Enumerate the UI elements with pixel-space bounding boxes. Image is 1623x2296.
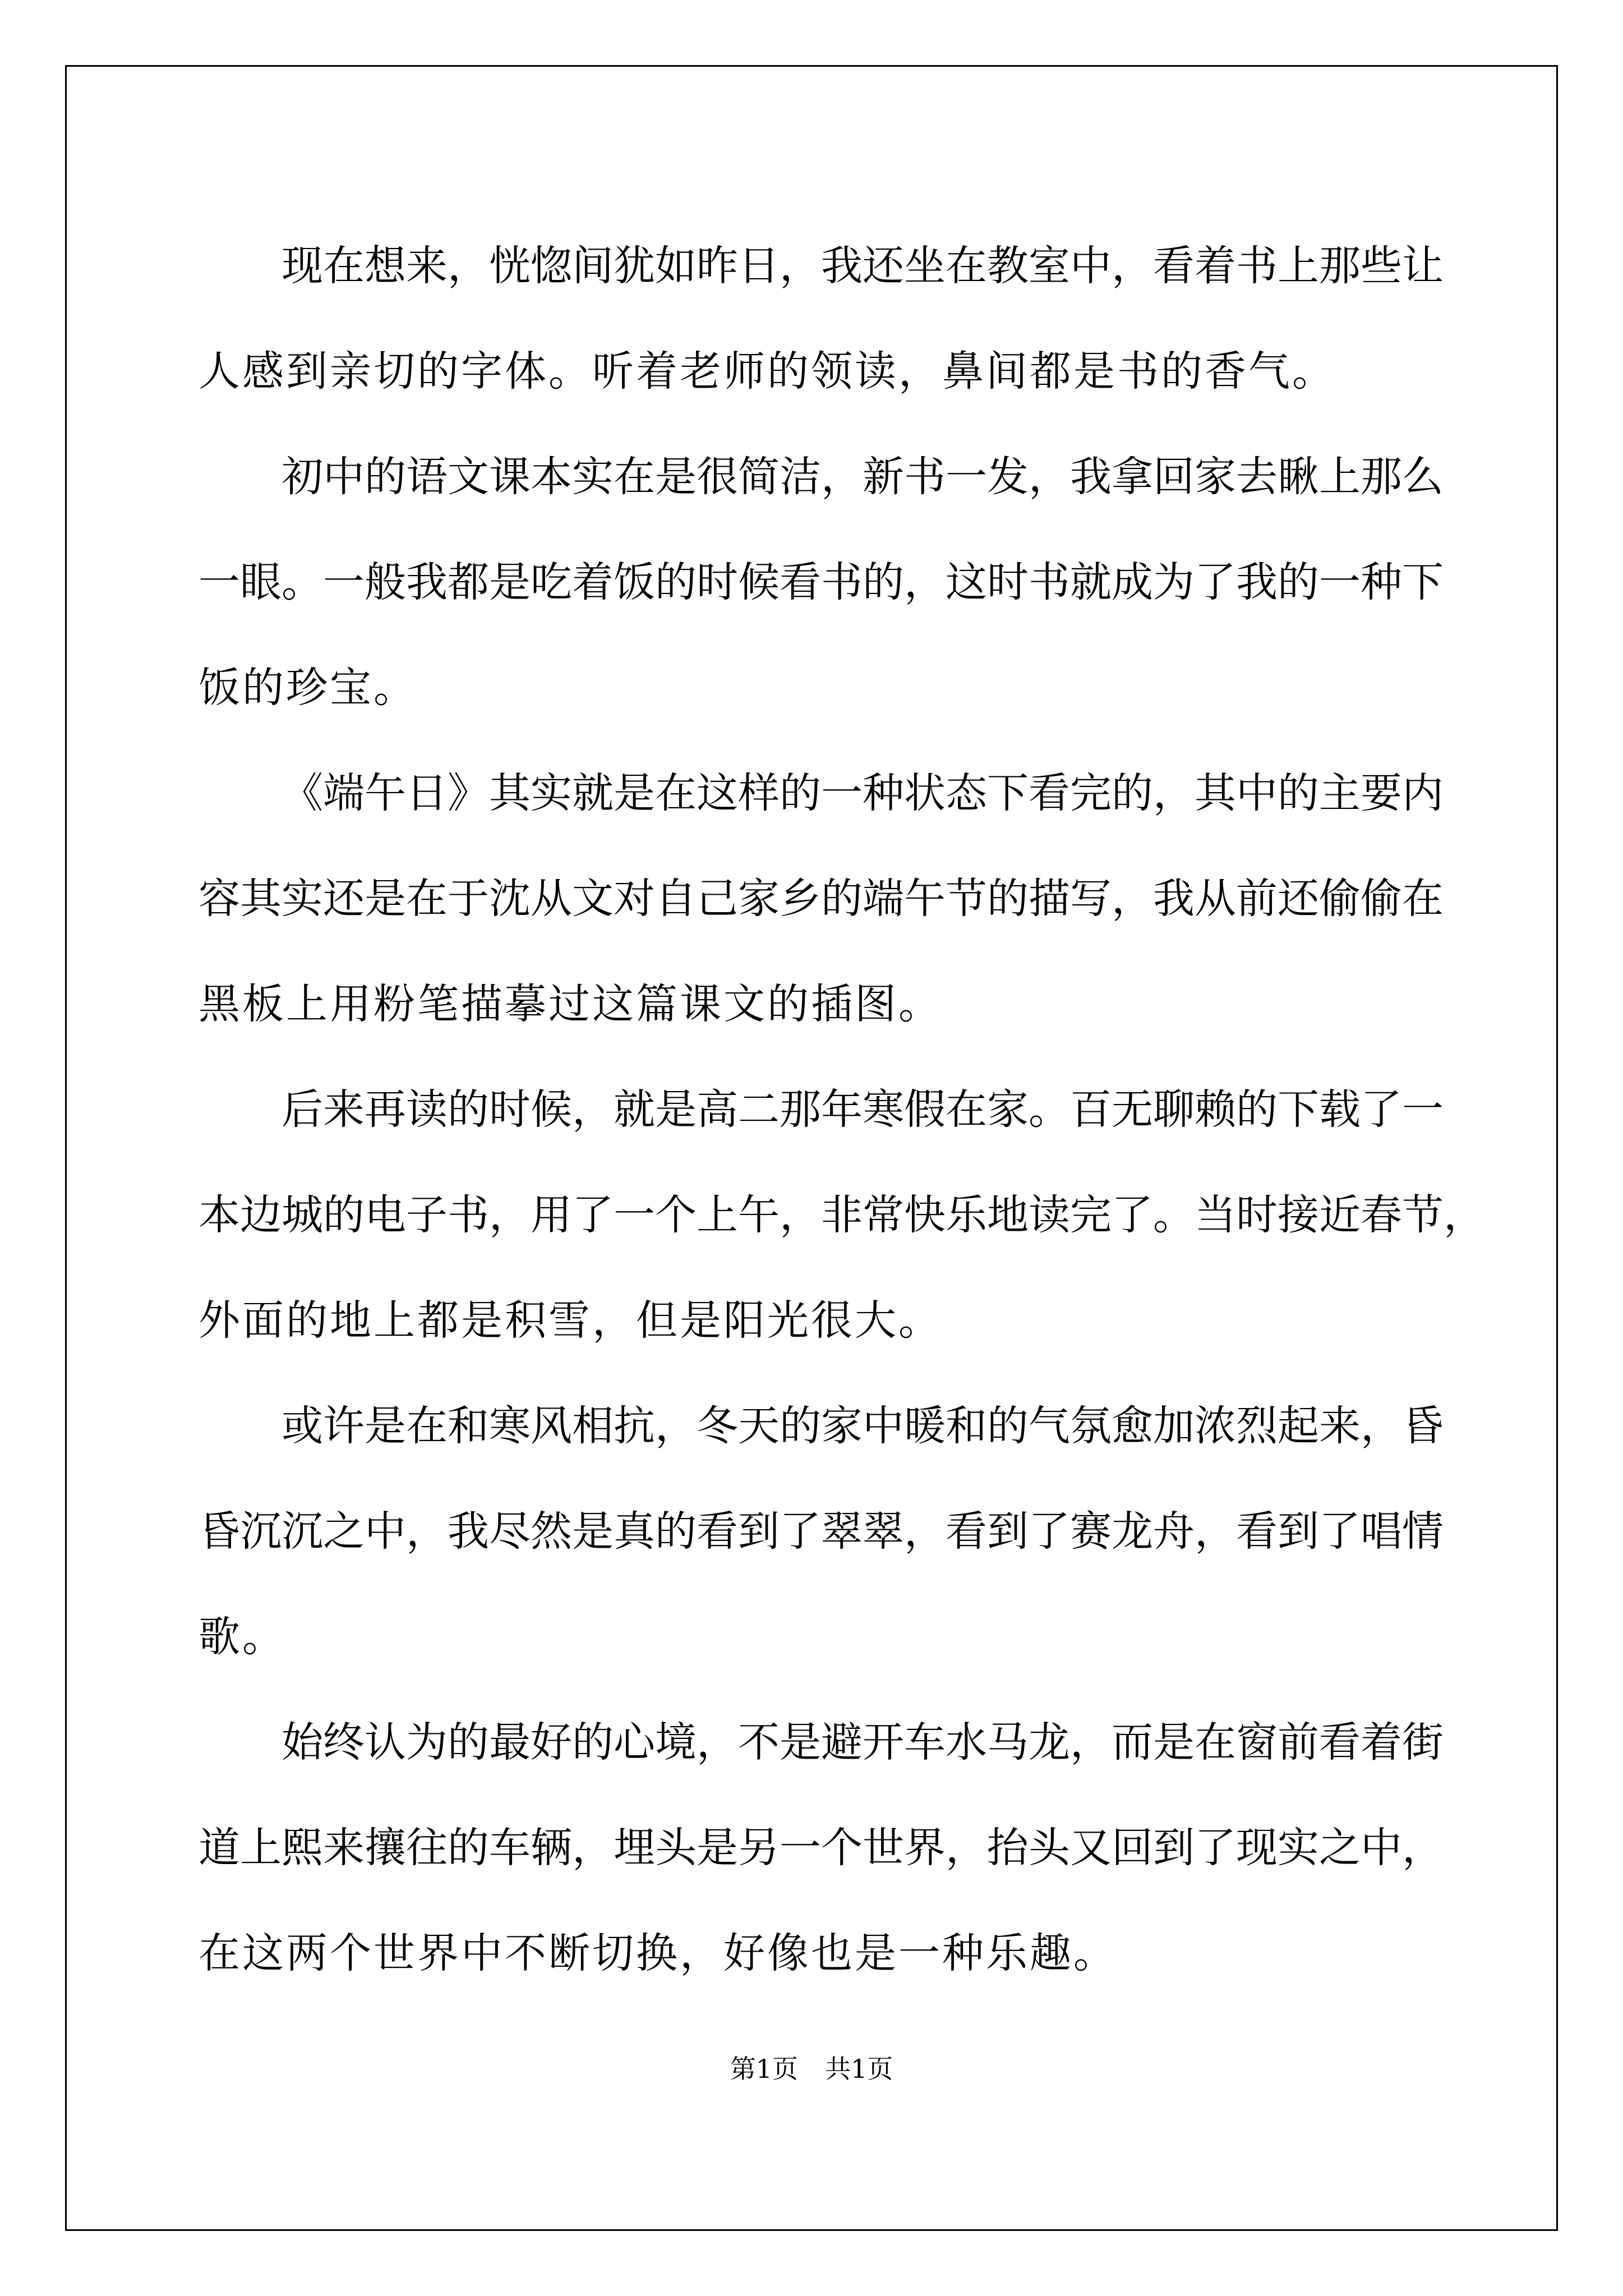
text-line: 本边城的电子书，用了一个上午，非常快乐地读完了。当时接近春节，: [199, 1191, 1485, 1239]
text-line: 人感到亲切的字体。听着老师的领读，鼻间都是书的香气。: [199, 347, 1336, 395]
page-total: 共1页: [825, 2054, 893, 2084]
text-line: 初中的语文课本实在是很简洁，新书一发，我拿回家去瞅上那么: [282, 453, 1444, 501]
text-line: 歌。: [199, 1613, 286, 1661]
page-footer: [0, 2052, 1623, 2086]
text-line: 道上熙来攘往的车辆，埋头是另一个世界，抬头又回到了现实之中，: [199, 1824, 1444, 1872]
text-line: 现在想来，恍惚间犹如昨日，我还坐在教室中，看着书上那些让: [282, 242, 1444, 290]
text-line: 饭的珍宝。: [199, 664, 417, 712]
text-line: 或许是在和寒风相抗，冬天的家中暖和的气氛愈加浓烈起来，昏: [282, 1402, 1444, 1450]
text-line: 一眼。一般我都是吃着饭的时候看书的，这时书就成为了我的一种下: [199, 558, 1444, 606]
text-line: 黑板上用粉笔描摹过这篇课文的插图。: [199, 980, 942, 1028]
text-line: 始终认为的最好的心境，不是避开车水马龙，而是在窗前看着街: [282, 1718, 1444, 1766]
page-number: 第1页: [730, 2054, 798, 2084]
text-line: 《端午日》其实就是在这样的一种状态下看完的，其中的主要内: [282, 769, 1444, 817]
text-line: 后来再读的时候，就是高二那年寒假在家。百无聊赖的下载了一: [282, 1085, 1444, 1134]
text-line: 外面的地上都是积雪，但是阳光很大。: [199, 1296, 942, 1345]
text-line: 容其实还是在于沈从文对自己家乡的端午节的描写，我从前还偷偷在: [199, 875, 1444, 923]
document-body: [199, 213, 1485, 2006]
text-line: 在这两个世界中不断切换，好像也是一种乐趣。: [199, 1929, 1117, 1977]
text-line: 昏沉沉之中，我尽然是真的看到了翠翠，看到了赛龙舟，看到了唱情: [199, 1507, 1444, 1556]
